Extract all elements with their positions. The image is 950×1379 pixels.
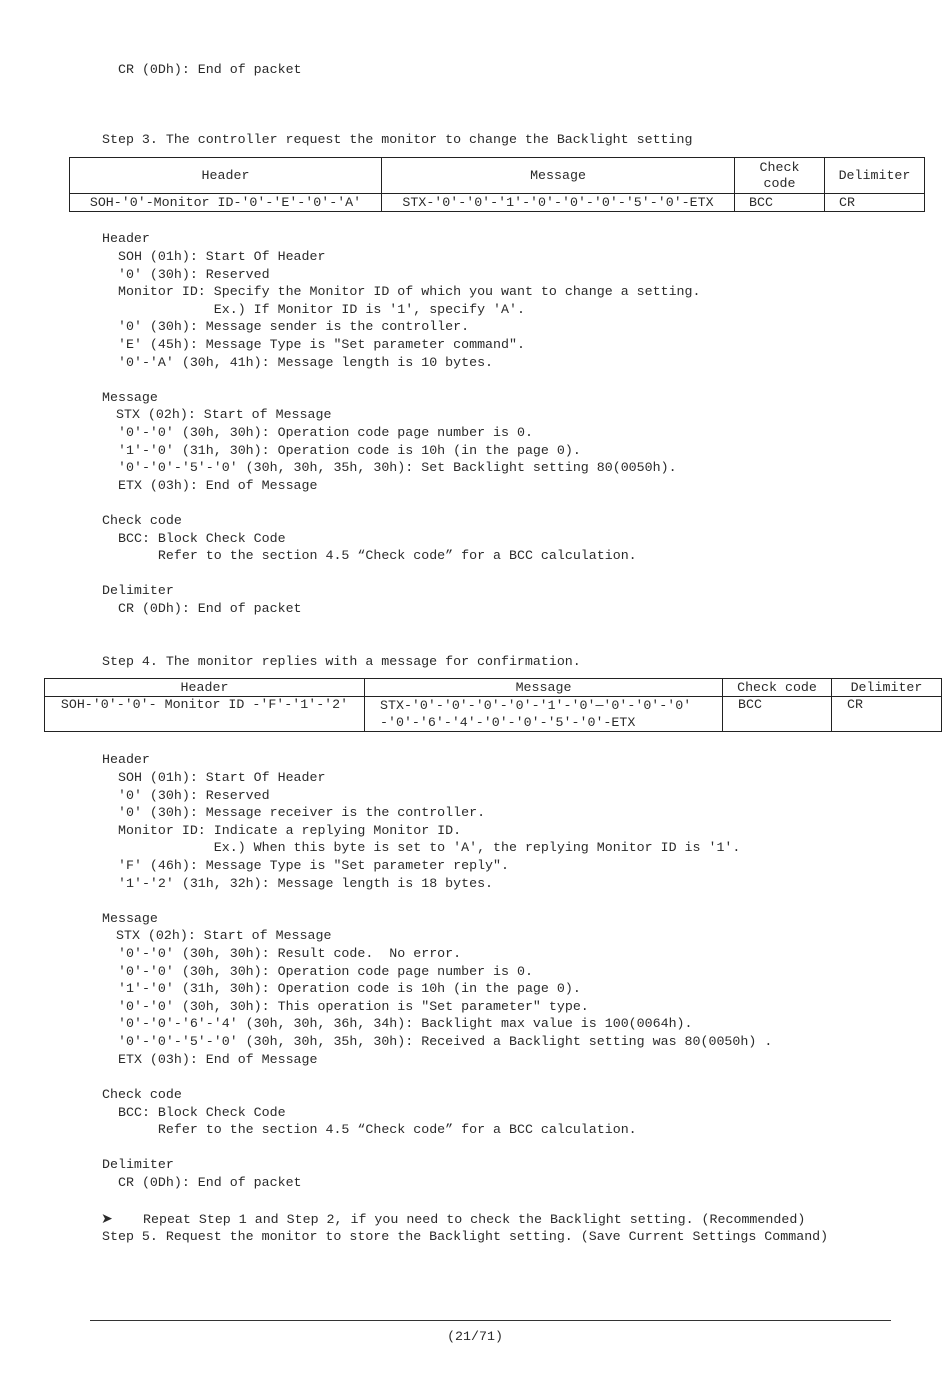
- section-line: Refer to the section 4.5 “Check code” for a BCC calculation.: [118, 1122, 637, 1137]
- message-cell: STX-'0'-'0'-'1'-'0'-'0'-'0'-'5'-'0'-ETX: [382, 194, 735, 212]
- section-line: '0' (30h): Reserved: [118, 788, 270, 803]
- section-line: 'F' (46h): Message Type is "Set parameter reply".: [118, 858, 509, 873]
- arrow-bullet-icon: ➤: [101, 1211, 113, 1227]
- step4-packet-table: [44, 678, 942, 732]
- table-row: [70, 194, 925, 212]
- section-title-message: Message: [102, 390, 158, 405]
- section-title-delimiter: Delimiter: [102, 583, 174, 598]
- section-line: '0'-'0'-'6'-'4' (30h, 30h, 36h, 34h): Backlight max value is 100(0064h).: [118, 1016, 693, 1031]
- header-column-title: Header: [45, 679, 365, 697]
- section-line: Ex.) If Monitor ID is '1', specify 'A'.: [118, 302, 525, 317]
- page-number: (21/71): [447, 1329, 503, 1344]
- table-header-row: [45, 679, 942, 697]
- step3-title: Step 3. The controller request the monitor to change the Backlight setting: [102, 132, 693, 147]
- header-cell: SOH-'0'-'0'- Monitor ID -'F'-'1'-'2': [45, 697, 365, 732]
- step5-title: Step 5. Request the monitor to store the Backlight setting. (Save Current Settings Command): [102, 1229, 829, 1244]
- section-title-delimiter: Delimiter: [102, 1157, 174, 1172]
- section-title-check-code: Check code: [102, 513, 182, 528]
- step4-title: Step 4. The monitor replies with a message for confirmation.: [102, 654, 581, 669]
- section-title-header: Header: [102, 231, 150, 246]
- check-code-column-title: Check code: [723, 679, 832, 697]
- section-line: '1'-'0' (31h, 30h): Operation code is 10h (in the page 0).: [118, 443, 581, 458]
- message-cell: STX-'0'-'0'-'0'-'0'-'1'-'0'—'0'-'0'-'0' -'0'-'6'-'4'-'0'-'0'-'5'-'0'-ETX: [365, 697, 723, 732]
- table-header-row: [70, 158, 925, 194]
- table-row: [45, 697, 942, 732]
- section-line: '0'-'0' (30h, 30h): Result code. No error.: [118, 946, 462, 961]
- check-code-cell: BCC: [735, 194, 825, 212]
- section-line: Refer to the section 4.5 “Check code” for a BCC calculation.: [118, 548, 637, 563]
- header-column-title: Header: [70, 158, 382, 194]
- message-column-title: Message: [382, 158, 735, 194]
- check-code-column-title: Check code: [735, 158, 825, 194]
- section-title-header: Header: [102, 752, 150, 767]
- section-line: '0'-'0' (30h, 30h): Operation code page number is 0.: [118, 964, 533, 979]
- header-cell: SOH-'0'-Monitor ID-'0'-'E'-'0'-'A': [70, 194, 382, 212]
- section-line: '0' (30h): Message receiver is the controller.: [118, 805, 486, 820]
- section-line: Ex.) When this byte is set to 'A', the replying Monitor ID is '1'.: [118, 840, 741, 855]
- section-line: '0'-'0'-'5'-'0' (30h, 30h, 35h, 30h): Set Backlight setting 80(0050h).: [118, 460, 677, 475]
- section-line: '0'-'0' (30h, 30h): Operation code page number is 0.: [118, 425, 533, 440]
- section-line: ETX (03h): End of Message: [118, 1052, 318, 1067]
- section-line: '0' (30h): Reserved: [118, 267, 270, 282]
- footer-divider: [90, 1320, 891, 1321]
- section-line: '0'-'0'-'5'-'0' (30h, 30h, 35h, 30h): Received a Backlight setting was 80(0050h) .: [118, 1034, 773, 1049]
- section-line: Monitor ID: Specify the Monitor ID of which you want to change a setting.: [118, 284, 701, 299]
- section-line: '1'-'2' (31h, 32h): Message length is 18 bytes.: [118, 876, 494, 891]
- check-code-cell: BCC: [723, 697, 832, 732]
- packet-end-line: CR (0Dh): End of packet: [118, 62, 302, 77]
- delimiter-column-title: Delimiter: [832, 679, 942, 697]
- section-line: BCC: Block Check Code: [118, 531, 286, 546]
- section-title-check-code: Check code: [102, 1087, 182, 1102]
- delimiter-cell: CR: [825, 194, 925, 212]
- section-line: 'E' (45h): Message Type is "Set parameter command".: [118, 337, 525, 352]
- section-line: '1'-'0' (31h, 30h): Operation code is 10h (in the page 0).: [118, 981, 581, 996]
- step3-packet-table: [69, 157, 925, 212]
- section-line: '0'-'A' (30h, 41h): Message length is 10 bytes.: [118, 355, 494, 370]
- section-line: CR (0Dh): End of packet: [118, 1175, 302, 1190]
- section-line: ETX (03h): End of Message: [118, 478, 318, 493]
- section-line: STX (02h): Start of Message: [116, 928, 332, 943]
- delimiter-column-title: Delimiter: [825, 158, 925, 194]
- section-line: SOH (01h): Start Of Header: [118, 770, 326, 785]
- repeat-steps-note: Repeat Step 1 and Step 2, if you need to check the Backlight setting. (Recommended): [143, 1212, 806, 1227]
- section-line: '0' (30h): Message sender is the controller.: [118, 319, 470, 334]
- message-column-title: Message: [365, 679, 723, 697]
- section-line: BCC: Block Check Code: [118, 1105, 286, 1120]
- section-line: '0'-'0' (30h, 30h): This operation is "Set parameter" type.: [118, 999, 589, 1014]
- section-line: SOH (01h): Start Of Header: [118, 249, 326, 264]
- delimiter-cell: CR: [832, 697, 942, 732]
- section-line: STX (02h): Start of Message: [116, 407, 332, 422]
- section-title-message: Message: [102, 911, 158, 926]
- section-line: Monitor ID: Indicate a replying Monitor ID.: [118, 823, 462, 838]
- section-line: CR (0Dh): End of packet: [118, 601, 302, 616]
